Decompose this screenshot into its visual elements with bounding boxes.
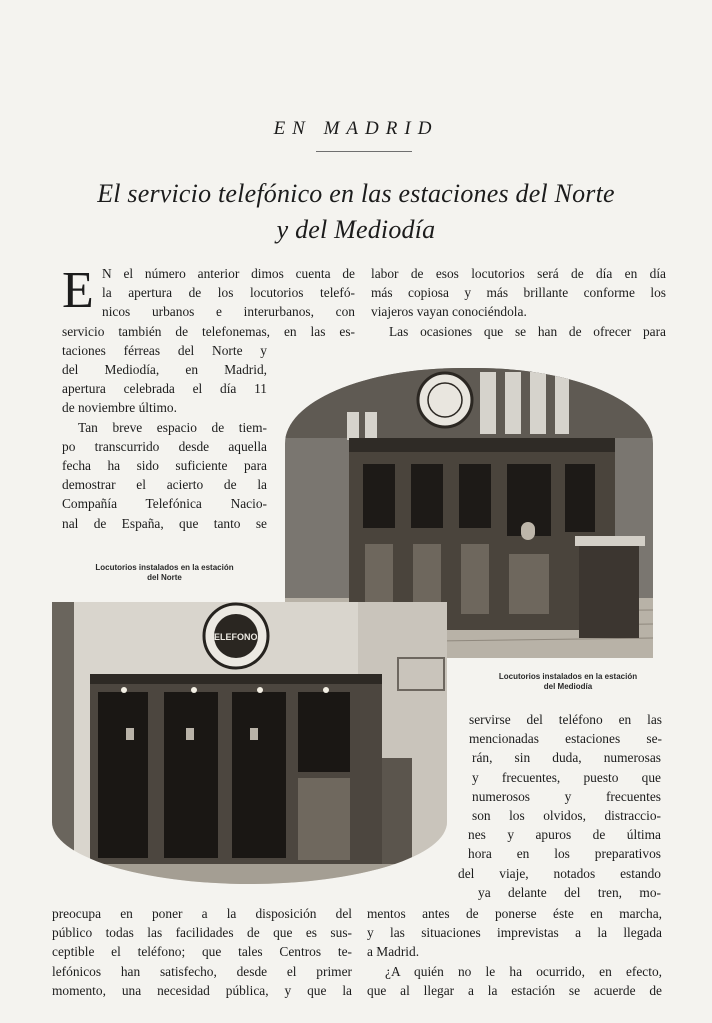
text-line: N el número anterior dimos cuenta de [102,266,355,281]
col2-top [371,264,666,341]
text-line: preocupa en poner a la disposición del [52,906,352,921]
text-line: del Mediodía, en Madrid, [62,362,267,377]
caption-mediodia [470,672,666,692]
text-line: ¿A quién no le ha ocurrido, en efecto, [385,963,662,979]
caption-line: Locutorios instalados en la estación [498,672,638,681]
text-line: po transcurrido desde aquella [62,438,267,454]
photo-estacion-mediodia [52,602,447,884]
drop-cap: E [62,262,94,319]
article-headline [40,176,672,248]
text-line: viajeros vayan conociéndola. [371,304,527,320]
text-line: fecha ha sido suficiente para [62,458,267,474]
text-line: nicos urbanos e interurbanos, con [102,304,355,320]
col1-top-narrow [62,341,267,533]
text-line: la apertura de los locutorios telefó- [102,285,355,301]
caption-line: del Norte [147,573,182,582]
col2-mid-3 [468,825,661,863]
text-line: rán, sin duda, numerosas [472,750,661,766]
col1-bottom [52,904,352,1000]
caption-norte [62,563,267,583]
section-title: EN MADRID [273,118,439,139]
headline-line-1: El servicio telefónico en las estaciones del Norte [97,179,615,208]
text-line: que al llegar a la estación se acuerde de [367,982,662,998]
text-line: a Madrid. [367,944,420,960]
text-line: más copiosa y más brillante conforme los [371,285,666,301]
col2-mid-1 [469,710,662,748]
text-line: de noviembre último. [62,400,177,416]
text-line: Compañía Telefónica Nacio- [62,496,267,512]
text-line: labor de esos locutorios será de día en día [371,266,666,281]
text-line: del viaje, notados estando [458,865,661,881]
text-line: Tan breve espacio de tiem- [78,419,267,435]
text-line: servirse del teléfono en las [469,712,662,727]
text-line: mentos antes de ponerse éste en marcha, [367,906,662,921]
text-line: apertura celebrada el día 11 [62,381,267,397]
text-line: público todas las facilidades de que es sus- [52,925,352,941]
text-line: momento, una necesidad pública, y que la [52,982,352,998]
text-line: son los olvidos, distraccio- [472,808,661,823]
text-line: hora en los preparativos [468,846,661,862]
text-line: servicio también de telefonemas, en las es- [62,323,355,339]
headline-line-2: y del Mediodía [276,215,436,244]
text-line: Las ocasiones que se han de ofrecer para [389,323,666,339]
text-line: ya delante del tren, mo- [478,884,661,900]
caption-line: del Mediodía [543,682,593,691]
col2-mid-5 [478,883,661,902]
text-line: nal de España, que tanto se [62,515,267,531]
col2-mid-2 [472,748,661,825]
text-line: mencionadas estaciones se- [469,731,662,747]
caption-line: Locutorios instalados en la estación [95,563,234,572]
text-line: nes y apuros de última [468,827,661,843]
text-line: numerosos y frecuentes [472,788,661,804]
text-line: ceptible el teléfono; que tales Centros te- [52,944,352,960]
title-divider [316,151,412,152]
text-line: y frecuentes, puesto que [472,769,661,785]
col2-mid-4 [458,864,661,883]
col1-top-line-4 [62,322,355,341]
photo-sign-text: TELEFONOS [208,632,264,642]
text-line: demostrar el acierto de la [62,477,267,493]
col1-top-lines-1-3 [102,264,355,322]
text-line: y las situaciones imprevistas a la llegada [367,925,662,941]
col2-bottom [367,904,662,1000]
text-line: taciones férreas del Norte y [62,342,267,358]
text-line: lefónicos han satisfecho, desde el primer [52,963,352,979]
